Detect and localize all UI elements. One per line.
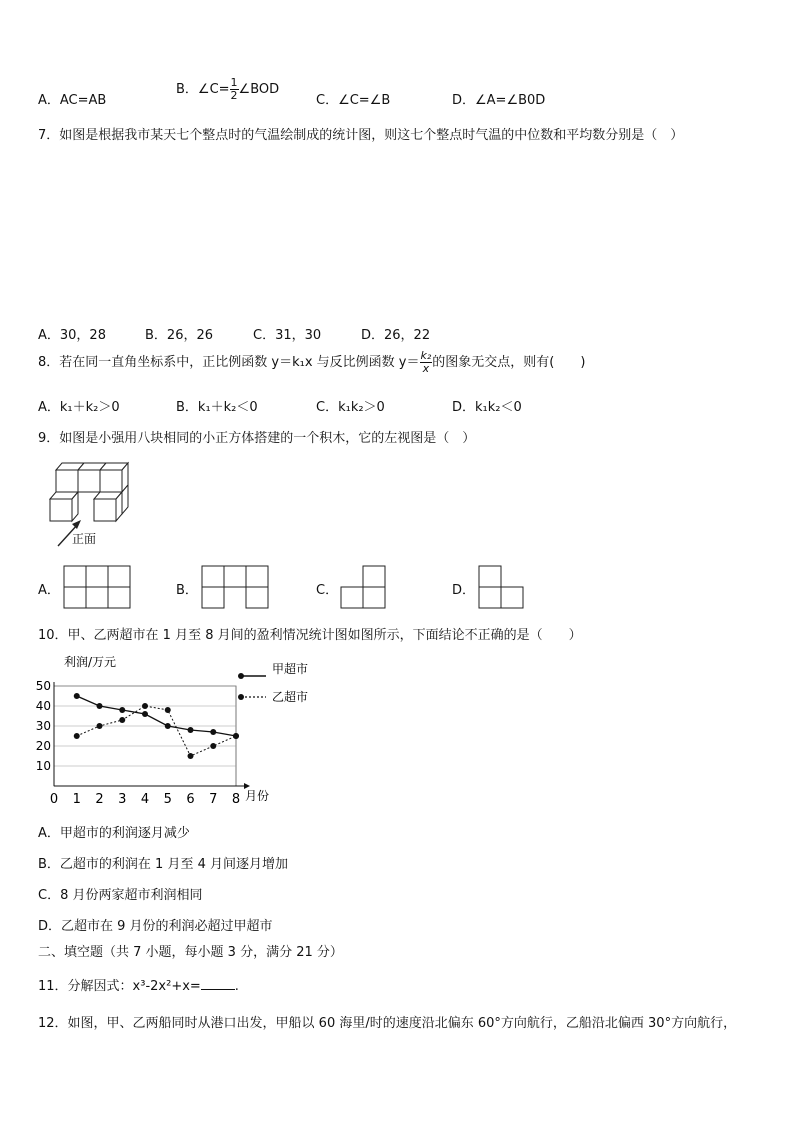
x-tick-label-1: 1	[72, 792, 81, 807]
q7-option-a: A．30，28	[38, 328, 106, 343]
cube-stack-figure	[44, 460, 154, 550]
x-tick-label-7: 7	[209, 792, 218, 807]
front-view-label: 正面	[72, 532, 97, 546]
q10-option-a: A．甲超市的利润逐月减少	[38, 826, 190, 841]
option-a-grid-figure	[63, 565, 131, 609]
q7-option-c: C．31，30	[253, 328, 322, 343]
fraction-one-half	[230, 77, 239, 102]
data-point-s1-m3	[119, 717, 125, 723]
data-point-s0-m7	[210, 729, 216, 735]
data-point-s0-m4	[142, 711, 148, 717]
q7-option-d: D．26，22	[361, 328, 431, 343]
q8-option-d: D．k₁k₂＜0	[452, 400, 522, 415]
q9-stem: 9．如图是小强用八块相同的小正方体搭建的一个积木，它的左视图是（ ）	[38, 431, 476, 446]
q8-stem-suffix: 的图象无交点，则有( )	[432, 355, 586, 370]
q11-stem-text: 11．分解因式：x³-2x²+x=	[38, 979, 201, 994]
q8-stem-prefix: 8．若在同一直角坐标系中，正比例函数 y＝k₁x 与反比例函数 y＝	[38, 355, 420, 370]
fraction-numerator: k₂	[420, 349, 432, 362]
q8-stem	[38, 350, 585, 375]
q10-option-c: C．8 月份两家超市利润相同	[38, 888, 203, 903]
q6-option-b-prefix: B．∠C=	[176, 82, 230, 97]
q9-option-a: A．	[38, 583, 60, 598]
y-tick-label-30: 30	[35, 719, 51, 733]
fraction-numerator: 1	[230, 76, 238, 89]
x-tick-label-3: 3	[118, 792, 127, 807]
x-tick-label-8: 8	[231, 792, 241, 807]
fraction-denominator: 2	[230, 89, 238, 102]
data-point-s1-m8	[233, 733, 239, 739]
data-point-s0-m2	[97, 703, 103, 709]
q6-option-c: C．∠C=∠B	[316, 93, 391, 108]
x-tick-label-6: 6	[186, 792, 195, 807]
chart-gridlines	[54, 686, 236, 786]
y-tick-label-40: 40	[35, 699, 51, 713]
q9-option-b: B．	[176, 583, 198, 598]
chart-frame	[54, 686, 236, 786]
data-point-s1-m7	[210, 743, 216, 749]
option-c-grid-figure	[340, 565, 386, 609]
answer-blank[interactable]	[201, 977, 235, 990]
y-tick-label-20: 20	[35, 739, 51, 753]
data-point-s1-m6	[188, 753, 194, 759]
x-tick-label-2: 2	[95, 792, 104, 807]
q10-option-d: D．乙超市在 9 月份的利润必超过甲超市	[38, 919, 273, 934]
x-tick-label-4: 4	[140, 792, 150, 807]
q12-stem: 12．如图，甲、乙两船同时从港口出发，甲船以 60 海里/时的速度沿北偏东 60°方向航行，乙船沿北偏西 30°方向航行，	[38, 1016, 737, 1031]
q6-option-b	[176, 77, 279, 102]
q6-option-d: D．∠A=∠B0D	[452, 93, 546, 108]
q9-option-d: D．	[452, 583, 476, 598]
x-tick-label-0: 0	[49, 792, 59, 807]
q7-option-b: B．26，26	[145, 328, 214, 343]
data-point-s0-m5	[165, 723, 171, 729]
q8-option-a: A．k₁＋k₂＞0	[38, 400, 120, 415]
data-point-s1-m5	[165, 707, 171, 713]
q9-option-c: C．	[316, 583, 339, 598]
q6-option-b-suffix: ∠BOD	[238, 82, 280, 97]
x-axis-label: 月份	[245, 789, 270, 803]
data-point-s0-m6	[188, 727, 194, 733]
data-point-s0-m3	[119, 707, 125, 713]
q10-stem: 10．甲、乙两超市在 1 月至 8 月间的盈利情况统计图如图所示，下面结论不正确的是（ ）	[38, 628, 582, 643]
data-point-s1-m4	[142, 703, 148, 709]
legend-label-yi: 乙超市	[272, 690, 309, 704]
fraction-k2-over-x	[420, 350, 433, 375]
legend-label-jia: 甲超市	[272, 662, 309, 676]
q8-option-b: B．k₁＋k₂＜0	[176, 400, 258, 415]
q10-option-b: B．乙超市的利润在 1 月至 4 月间逐月增加	[38, 857, 288, 872]
q11-stem-end: .	[234, 979, 239, 994]
y-tick-label-10: 10	[35, 759, 51, 773]
fraction-denominator: x	[422, 362, 430, 375]
q11-stem	[38, 975, 239, 994]
x-tick-label-5: 5	[163, 792, 172, 807]
option-b-grid-figure	[201, 565, 269, 609]
chart-tick-labels	[36, 679, 240, 807]
data-point-s0-m1	[74, 693, 80, 699]
data-point-s1-m1	[74, 733, 80, 739]
y-tick-label-50: 50	[35, 679, 51, 693]
y-axis-label: 利润/万元	[64, 655, 117, 669]
q6-option-a: A．AC=AB	[38, 93, 107, 108]
data-point-s1-m2	[97, 723, 103, 729]
option-d-grid-figure	[478, 565, 524, 609]
q8-option-c: C．k₁k₂＞0	[316, 400, 385, 415]
chart-legend	[234, 660, 344, 708]
section-heading-fill-in: 二、填空题（共 7 小题，每小题 3 分，满分 21 分）	[38, 945, 343, 960]
q7-stem: 7．如图是根据我市某天七个整点时的气温绘制成的统计图，则这七个整点时气温的中位数和平均数分别是（ ）	[38, 128, 684, 143]
chart-axes	[54, 682, 250, 789]
